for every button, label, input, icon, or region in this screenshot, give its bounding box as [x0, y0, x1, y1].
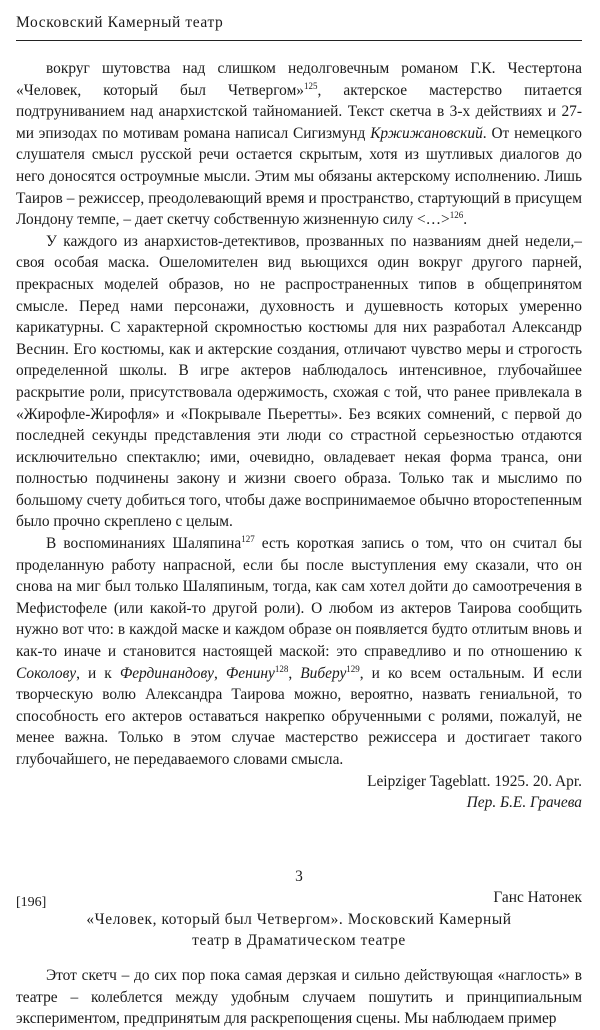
title-gap [16, 951, 582, 965]
article-author: Ганс Натонек [493, 889, 582, 907]
article-title-line-1: «Человек, который был Четвергом». Московский Камерный [86, 910, 512, 928]
paragraph-2: У каждого из анархистов-детективов, прозванных по названиям дней недели,– своя особая маска. Ошеломителен вид вьющихся один вокруг другого парней, прекрасных моделей образов, но не распространенных типов в общепринятом смысле. Перед нами персонажи, духовность и душевность которых умеренно карикатурны. С характерной скромностью костюмы для них разработал Александр Веснин. Его костюмы, как и актерские создания, отличают чувство меры и строгость определенной школы. В игре актеров наблюдалось интенсивное, глубочайшее раскрытие роли, присутствовала одержимость, схожая с той, что ранее привлекала в «Жирофле-Жирофля» и «Покрывале Пьеретты». Без всяких сомнений, с первой до последней секунды представления эти люди со страстной серьезностью отдаются исключительно спектаклю; ими, очевидно, овладевает некая форма транса, они полностью подчинены закону и жизни своего образа. Только так и мыслимо по большому счету добиться того, чтобы даже воспринимаемое обычно второстепенным было прочно скреплено с целым. [16, 232, 582, 531]
footnote-ref: 126 [449, 210, 464, 221]
footnote-ref: 125 [304, 80, 318, 91]
footnote-ref: 129 [346, 663, 360, 674]
italic-name: Соколову [16, 664, 77, 682]
section-number: 3 [295, 867, 303, 885]
page-body [16, 58, 582, 1030]
article-title-line-2: театр в Драматическом театре [192, 931, 406, 949]
footnote-ref: 128 [274, 663, 289, 674]
paragraph-3: В воспоминаниях Шаляпина$^{127}$ есть короткая запись о том, что он считал бы проделанную работу напрасной, если бы после выступления ему сказали, что он снова на миг был только Шаляпиным, тогда, как сам хотел дойти до самоотречения в Мефистофеле (или какой-то другой роли). О любом из актеров Таирова сообщить нужно вот что: в каждой маске и каждом образе он появляется будто отлитым вновь и как-то иначе и становится настоящей маской: это справедливо и по отношению к Соколову, и к Фердинандову, Фенину$^{128}$, Виберу$^{129}$, и ко всем остальным. И если творческую волю Александра Таирова можно, вероятно, назвать гениальной, то способность его актеров оставаться накрепко обрученными с ролями, пожалуй, не менее важна. Только в этом случае мастерство режиссера и достигает такого глубочайшего, не передаваемого словами смысла. [16, 534, 583, 768]
italic-name: Фердинандову [119, 664, 214, 682]
paragraph-1: вокруг шутовства над слишком недолговечным романом Г.К. Честертона «Человек, который был Четвергом»$^{125}$, актерское мастерство питается подтруниванием над анархистской тайноманией. Текст скетча в 3-х действиях и 27-ми эпизодах по мотивам романа написал Сигизмунд Кржижановский. От немецкого слушателя смысл русской речи остается скрытым, хотя из шутливых диалогов до него доносятся остроумные мысли. Этим мы обязаны актерскому исполнению. Лишь Таиров – режиссер, преодолевающий время и пространство, стартующий в присущем Лондону темпе, – дает скетчу собственную жизненную силу <…>$^{126}$. [16, 60, 583, 229]
header-rule [16, 40, 582, 41]
paragraph-4: Этот скетч – до сих пор пока самая дерзкая и сильно действующая «наглость» в театре – колеблется между удобным случаем пошутить и принципиальным экспериментом, предпринятым для раскрепощения сцены. Мы наблюдаем пример [16, 966, 582, 1028]
italic-name: Виберу [300, 664, 347, 682]
italic-name: Фенину [225, 664, 275, 682]
footnote-ref: 127 [241, 534, 255, 545]
translator-credit: Пер. Б.Е. Грачева [466, 794, 582, 812]
source-citation: Leipziger Tageblatt. 1925. 20. Apr. [367, 772, 582, 790]
page-number: [196] [16, 895, 47, 910]
running-header: Московский Камерный театр [16, 14, 224, 31]
section-spacer [16, 814, 582, 866]
italic-name: Кржижановский [370, 124, 483, 142]
